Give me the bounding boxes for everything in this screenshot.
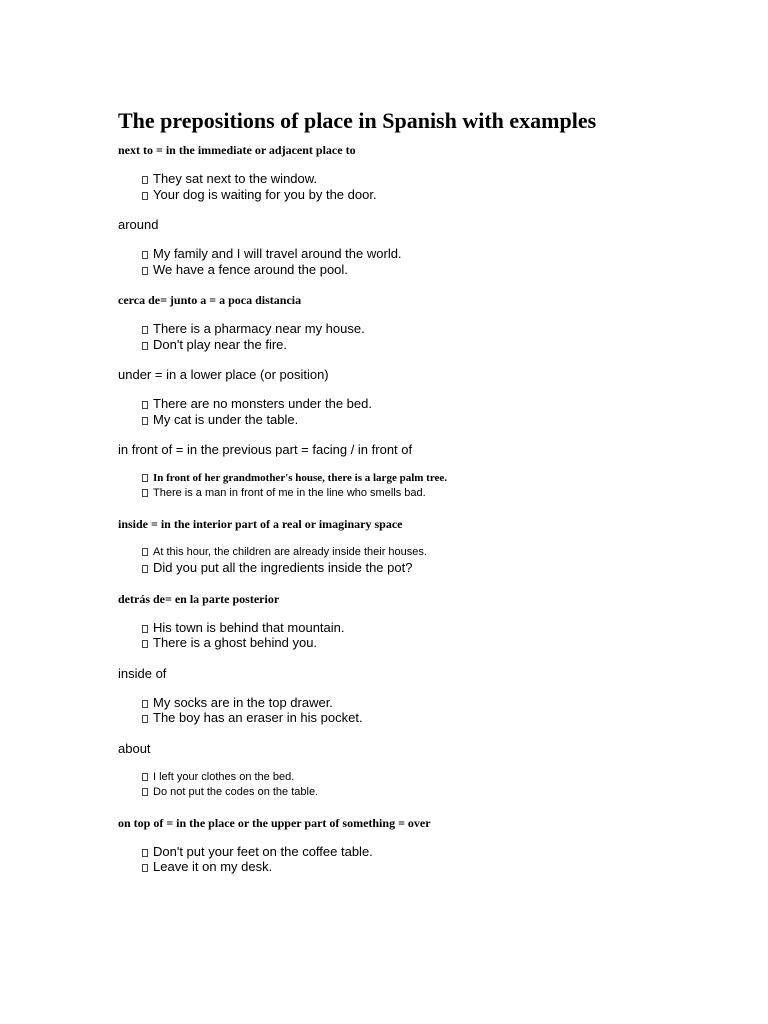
section-heading: inside of [118,665,167,681]
missing-glyph-icon [142,401,148,409]
example-text: My cat is under the table. [153,411,299,427]
list-item [142,620,678,636]
section-heading: next to = in the immediate or adjacent place to [118,143,356,157]
section-heading: detrás de= en la parte posterior [118,591,280,606]
missing-glyph-icon [142,625,148,633]
missing-glyph-icon [142,565,148,573]
example-text: There is a ghost behind you. [153,635,318,650]
page-title: The prepositions of place in Spanish with examples [118,108,597,133]
list-item [142,785,678,800]
section-around [118,217,678,277]
example-text: The boy has an eraser in his pocket. [153,710,363,725]
example-list [118,695,678,726]
missing-glyph-icon [142,489,148,497]
section-about [118,741,678,800]
section-on-top-of [118,815,678,875]
section-cerca-de [118,292,678,352]
list-item [142,246,678,262]
section-heading: cerca de= junto a = a poca distancia [118,293,302,307]
section-heading: under = in a lower place (or position) [118,367,329,382]
list-item [142,710,678,726]
list-item [142,859,678,875]
example-text: My socks are in the top drawer. [153,694,333,710]
missing-glyph-icon [142,251,148,259]
example-text: Do not put the codes on the table. [153,785,319,798]
example-list [118,545,678,576]
list-item [142,560,678,576]
missing-glyph-icon [142,326,148,334]
example-text: They sat next to the window. [153,171,318,186]
missing-glyph-icon [142,773,148,781]
example-text: I left your clothes on the bed. [153,770,295,783]
example-text: Don't put your feet on the coffee table. [153,843,373,859]
missing-glyph-icon [142,342,148,350]
list-item [142,171,678,187]
missing-glyph-icon [142,700,148,708]
missing-glyph-icon [142,176,148,184]
missing-glyph-icon [142,548,148,556]
list-item [142,545,678,560]
missing-glyph-icon [142,864,148,872]
list-item [142,187,678,203]
section-heading: in front of = in the previous part = facing / in front of [118,442,413,457]
example-text: There are no monsters under the bed. [153,396,372,411]
list-item [142,321,678,337]
example-list [118,471,678,501]
list-item [142,770,678,785]
example-text: Don't play near the fire. [153,336,287,352]
list-item [142,471,678,486]
missing-glyph-icon [142,417,148,425]
section-inside-of [118,666,678,726]
example-list [118,171,678,202]
example-list [118,396,678,427]
list-item [142,635,678,651]
example-list [118,321,678,352]
example-text: There is a man in front of me in the line who smells bad. [153,487,426,499]
section-heading: about [118,740,151,756]
example-list [118,246,678,277]
list-item [142,486,678,501]
example-text: Leave it on my desk. [153,859,273,874]
missing-glyph-icon [142,715,148,723]
example-list [118,770,678,800]
section-in-front-of [118,442,678,501]
missing-glyph-icon [142,640,148,648]
list-item [142,262,678,278]
example-text: Your dog is waiting for you by the door. [153,186,377,202]
example-text: Did you put all the ingredients inside the pot? [153,560,413,575]
section-heading: inside = in the interior part of a real or imaginary space [118,517,403,531]
list-item [142,695,678,711]
missing-glyph-icon [142,474,148,482]
section-under [118,367,678,427]
example-text: At this hour, the children are already inside their houses. [153,546,427,558]
missing-glyph-icon [142,267,148,275]
example-list [118,844,678,875]
section-next-to [118,142,678,202]
missing-glyph-icon [142,192,148,200]
example-text: In front of her grandmother's house, there is a large palm tree. [153,472,448,484]
example-text: My family and I will travel around the world. [153,246,402,261]
section-detras-de [118,591,678,651]
section-heading: on top of = in the place or the upper part of something = over [118,815,431,830]
section-heading: around [118,217,159,232]
example-text: We have a fence around the pool. [153,261,348,277]
example-text: There is a pharmacy near my house. [153,321,365,336]
document-page [118,108,678,890]
list-item [142,337,678,353]
missing-glyph-icon [142,788,148,796]
section-inside [118,516,678,576]
example-list [118,620,678,651]
missing-glyph-icon [142,849,148,857]
list-item [142,412,678,428]
example-text: His town is behind that mountain. [153,619,345,635]
list-item [142,844,678,860]
list-item [142,396,678,412]
